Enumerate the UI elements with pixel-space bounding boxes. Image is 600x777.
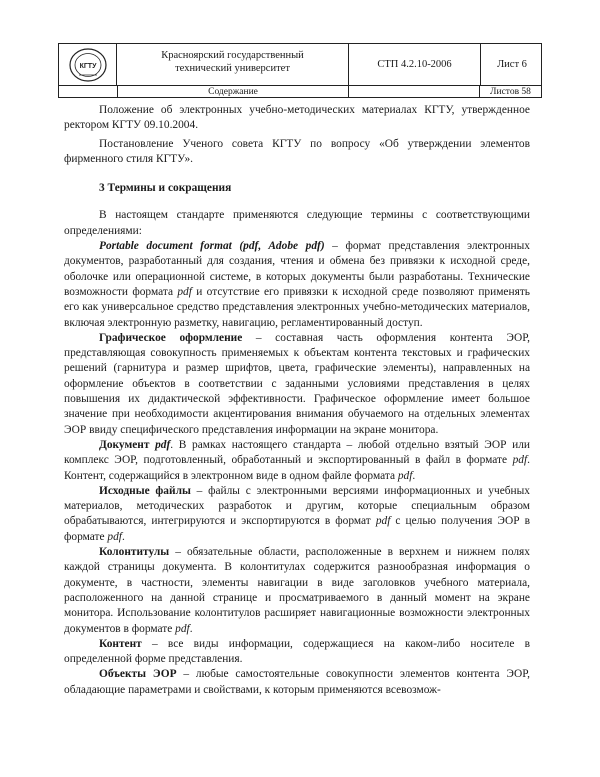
logo-cell — [59, 44, 117, 85]
definition-item — [64, 637, 530, 668]
definition-item — [64, 484, 530, 545]
university-name-line-1: Красноярский государственный — [161, 50, 304, 61]
standard-number: СТП 4.2.10-2006 — [349, 44, 481, 85]
sheet-number: Лист 6 — [497, 59, 527, 70]
definition-term: Графическое оформление — [99, 331, 243, 344]
section-intro: В настоящем стандарте применяются следующие термины с соответствующими определениями: — [64, 209, 530, 237]
university-name-cell — [117, 44, 349, 85]
reference-item-2: Постановление Ученого совета КГТУ по вопросу «Об утверждении элементов фирменного стиля КГТУ». — [64, 137, 530, 165]
definition-item — [64, 438, 530, 484]
definition-text: – все виды информации, содержащиеся на каком-либо носителе в определенной форме представления. — [64, 637, 530, 666]
definition-term: Portable document format (pdf, Adobe pdf) — [99, 240, 325, 253]
page-header-table — [58, 43, 542, 98]
university-logo-icon — [68, 47, 108, 83]
header-bottom-row — [59, 85, 541, 98]
definition-term: Контент — [99, 637, 142, 650]
definition-text: – формат представления электронных документов, разработанный для создания, чтения и обмена без привязки к исходной среде, оболочке или операционной системе, в которых документы были разработаны. Технические возможности формата pdf и отсутствие его привязки к исходной среде позволяют применять его как универсальное средство представления электронных учебно-методических материалов, включая электронную разметку, навигацию, регламентированный доступ. — [64, 240, 530, 329]
definition-item — [64, 667, 530, 698]
definition-term: Исходные файлы — [99, 484, 191, 497]
document-body — [64, 103, 530, 698]
definition-term: Колонтитулы — [99, 546, 170, 559]
definition-text: – любые самостоятельные совокупности элементов контента ЭОР, обладающие параметрами и свойствами, к которым применяются всевозмож- — [64, 668, 530, 696]
definition-item — [64, 545, 530, 637]
definition-text: – обязательные области, расположенные в верхнем и нижнем полях каждой страницы документа. В колонтитулах содержится разнообразная информация о документе, в частности, элементы навигации в виде заголовков учебного материала, расположенного на данной странице и просматриваемого в данный момент на экране монитора. Использование колонтитулов расширяет навигационные возможности электронных документов в формате pdf. — [64, 546, 530, 635]
logo-text: КГТУ — [79, 62, 96, 70]
definition-term: Документ pdf — [99, 438, 171, 451]
section-heading: 3 Термины и сокращения — [99, 182, 232, 195]
contents-link[interactable]: Содержание — [117, 86, 349, 98]
reference-item-1: Положение об электронных учебно-методических материалах КГТУ, утвержденное ректором КГТУ 09.10.2004. — [64, 104, 530, 132]
definition-item — [64, 239, 530, 331]
definition-term: Объекты ЭОР — [99, 668, 177, 681]
definition-text: – файлы с электронными версиями информационных и учебных материалов, методических разработок и другим, которые специальным образом обрабатываются, интегрируются и экспортируются в формат pdf с целью получения ЭОР в формате pdf. — [64, 484, 530, 543]
definition-text: – составная часть оформления контента ЭОР, представляющая совокупность применяемых к объектам контента текстовых и графических решений (гарнитура и размер шрифтов, цвета, графические элементы), направленных на оформление объектов в соответствии с заданными условиями представления в целях повышения их дидактической эффективности. Графическое оформление имеет большое значение при необходимости акцентирования внимания обучаемого на отдельных элементах ЭОР ввиду специфического представления информации на экране монитора. — [64, 331, 530, 436]
definition-item — [64, 331, 530, 438]
university-name-line-2: технический университет — [175, 63, 290, 74]
total-sheets: Листов 58 — [479, 86, 541, 98]
definition-text: . В рамках настоящего стандарта – любой отдельно взятый ЭОР или комплекс ЭОР, подготовленный, обработанный и экспортированный в файл в формате pdf. Контент, содержащийся в электронном виде в одном файле формата pdf. — [64, 438, 530, 482]
